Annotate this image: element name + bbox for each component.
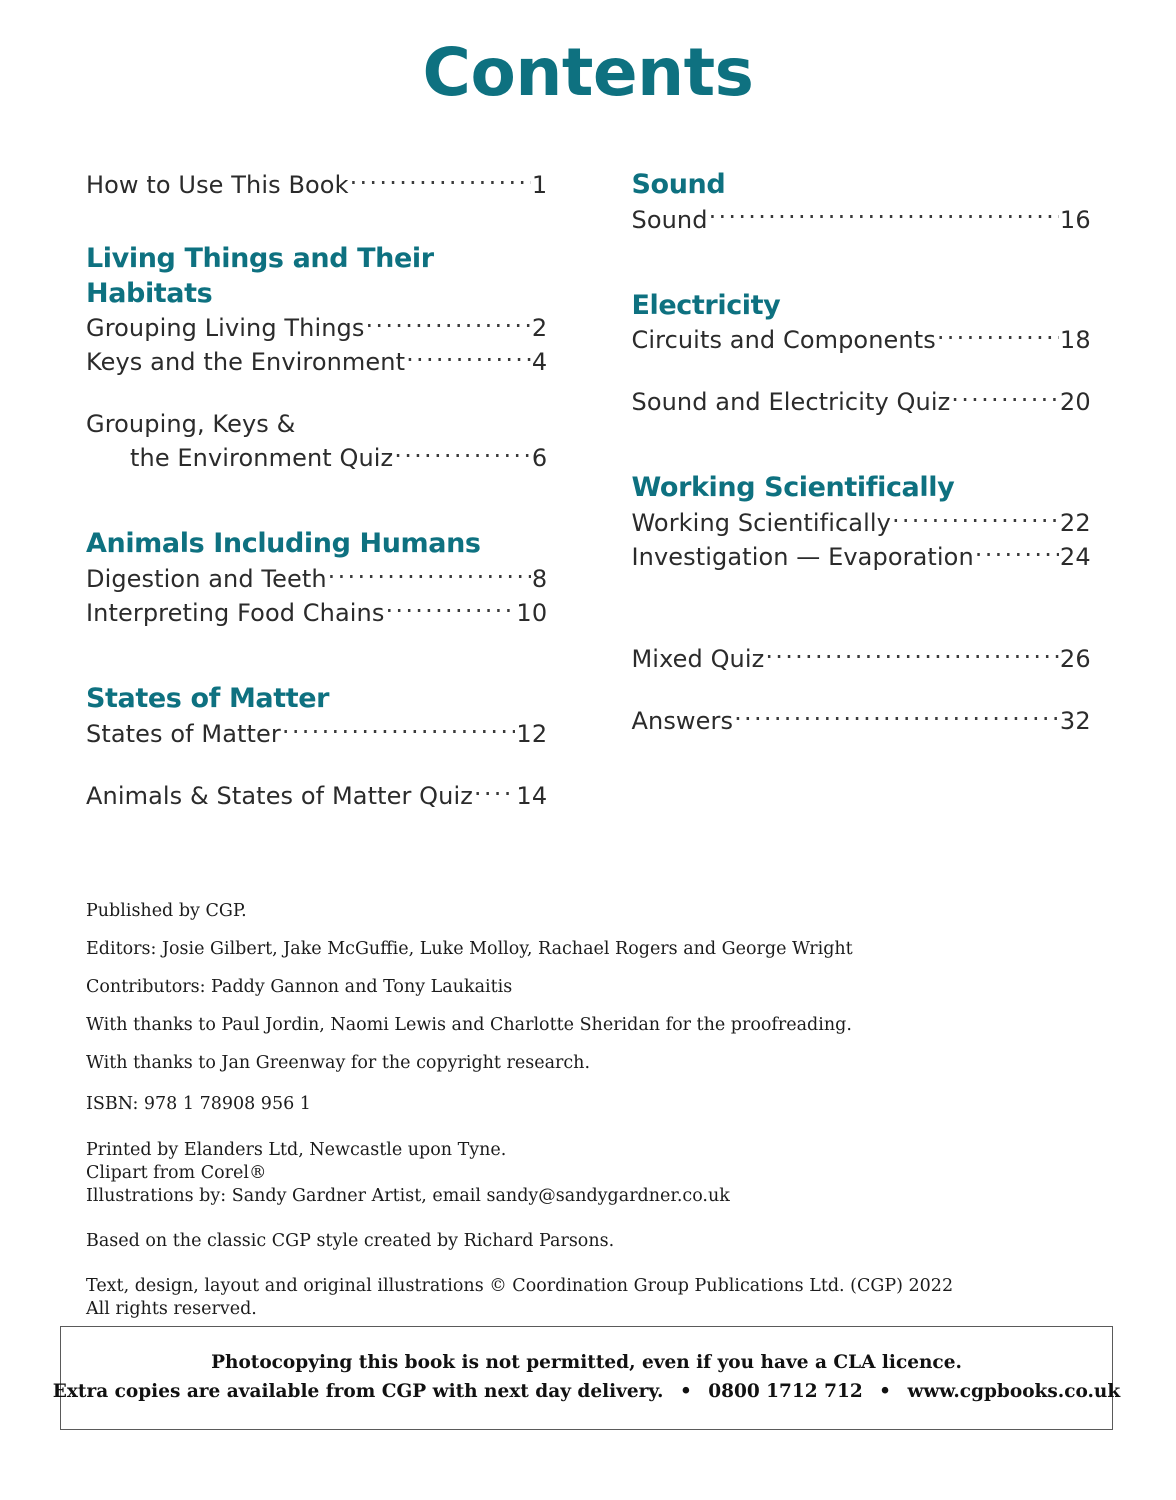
toc-section-heading-sound: Sound — [631, 169, 726, 200]
toc-entry-title: Keys and the Environment — [86, 348, 406, 377]
editors-line: Editors: Josie Gilbert, Jake McGuffie, Luke Molloy, Rachael Rogers and George Wright — [86, 939, 853, 960]
published-by-line: Published by CGP. — [86, 901, 247, 921]
toc-section-heading-working-scientifically: Working Scientifically — [631, 472, 955, 504]
dot-leader — [385, 597, 515, 621]
dot-leader — [406, 346, 531, 370]
toc-entry-answers[interactable] — [632, 704, 1092, 738]
toc-entry-circuits-and-components[interactable] — [632, 323, 1092, 357]
bullet-separator-icon: • — [679, 1381, 692, 1402]
toc-entry-title: Animals & States of Matter Quiz — [86, 781, 473, 810]
toc-entry-investigation-evaporation[interactable] — [632, 540, 1092, 574]
toc-right-column — [632, 168, 1092, 813]
toc-entry-title: How to Use This Book — [86, 171, 349, 199]
spacer — [632, 237, 1092, 289]
toc-entry-title: Grouping, Keys & — [86, 410, 296, 439]
dot-leader — [892, 507, 1059, 531]
copyright-line: Text, design, layout and original illustrations © Coordination Group Publications Ltd. (CGP) 2022 — [86, 1275, 954, 1296]
toc-entry-grouping-living-things[interactable] — [86, 311, 548, 345]
toc-left-column — [86, 168, 548, 813]
toc-entry-sound-and-electricity-quiz[interactable] — [632, 385, 1092, 419]
dot-leader — [975, 541, 1059, 565]
toc-section-heading-animals-including-humans: Animals Including Humans — [86, 528, 481, 560]
dot-leader — [328, 563, 531, 587]
toc-entry-page: 20 — [1059, 388, 1091, 417]
toc-entry-animals-and-states-of-matter-quiz[interactable] — [86, 779, 548, 813]
notice-extra-copies-text: Extra copies are available from CGP with next day delivery. — [52, 1381, 664, 1402]
dot-leader — [394, 442, 531, 466]
spacer — [632, 626, 1092, 642]
toc-entry-page: 4 — [531, 348, 548, 377]
page-title: Contents — [422, 34, 754, 111]
dot-leader — [282, 718, 515, 742]
notice-phone-number: 0800 1712 712 — [708, 1381, 863, 1402]
toc-entry-title: Investigation — Evaporation — [631, 542, 974, 571]
spacer — [632, 676, 1092, 704]
contributors-line: Contributors: Paddy Gannon and Tony Laukaitis — [86, 977, 513, 998]
toc-entry-page: 16 — [1059, 205, 1091, 234]
clipart-line: Clipart from Corel® — [86, 1162, 267, 1183]
toc-entry-page: 26 — [1059, 645, 1091, 674]
spacer — [86, 630, 548, 682]
toc-entry-page: 24 — [1059, 542, 1091, 571]
toc-entry-title: States of Matter — [86, 719, 281, 748]
bullet-separator-icon-2: • — [879, 1381, 891, 1402]
illustrations-line: Illustrations by: Sandy Gardner Artist, email sandy@sandygardner.co.uk — [86, 1185, 730, 1206]
publication-info — [86, 900, 1086, 1321]
isbn-line: ISBN: 978 1 78908 956 1 — [86, 1094, 311, 1115]
notice-line-2 — [53, 1378, 1120, 1407]
thanks-proofreading-line: With thanks to Paul Jordin, Naomi Lewis and Charlotte Sheridan for the proofreading. — [86, 1015, 852, 1036]
toc-entry-page: 12 — [516, 719, 548, 748]
spacer — [86, 202, 548, 242]
toc-entry-mixed-quiz[interactable] — [632, 642, 1092, 676]
toc-entry-title: Grouping Living Things — [86, 314, 365, 343]
toc-entry-title: Working Scientifically — [631, 508, 891, 537]
toc-entry-title: Sound and Electricity Quiz — [631, 388, 951, 417]
toc-entry-title: Interpreting Food Chains — [86, 599, 385, 628]
toc-entry-title: the Environment Quiz — [130, 444, 394, 473]
toc-entry-page: 22 — [1059, 508, 1091, 537]
printed-by-line: Printed by Elanders Ltd, Newcastle upon Tyne. — [86, 1139, 507, 1160]
toc-entry-page: 8 — [531, 565, 548, 594]
toc-entry-working-scientifically[interactable] — [632, 506, 1092, 540]
toc-entry-page: 18 — [1059, 326, 1091, 355]
dot-leader — [365, 312, 530, 336]
toc-entry-sound[interactable] — [632, 203, 1092, 237]
spacer — [86, 751, 548, 779]
toc-entry-title: Sound — [631, 205, 708, 234]
spacer — [86, 475, 548, 527]
spacer — [86, 379, 548, 407]
spacer — [632, 357, 1092, 385]
toc-entry-digestion-and-teeth[interactable] — [86, 562, 548, 596]
dot-leader — [734, 705, 1059, 729]
toc-entry-page: 1 — [531, 171, 548, 199]
toc-entry-title: Answers — [631, 707, 734, 736]
toc-entry-keys-and-the-environment[interactable] — [86, 345, 548, 379]
dot-leader — [474, 780, 515, 804]
toc-entry-title: Digestion and Teeth — [86, 565, 327, 594]
toc-entry-page: 14 — [516, 781, 548, 810]
toc-entry-grouping-keys-quiz-line1[interactable] — [86, 407, 548, 441]
toc-entry-page: 32 — [1059, 707, 1091, 736]
toc-entry-how-to-use-this-book[interactable] — [86, 168, 548, 202]
toc-entry-grouping-keys-quiz-line2[interactable] — [86, 441, 548, 475]
dot-leader — [951, 386, 1059, 410]
toc-entry-title: Circuits and Components — [631, 326, 936, 355]
style-credit-line: Based on the classic CGP style created by Richard Parsons. — [86, 1230, 615, 1251]
rights-reserved-line: All rights reserved. — [86, 1299, 257, 1320]
toc-section-heading-living-things: Living Things and Their Habitats — [86, 243, 434, 309]
photocopying-notice-box — [52, 1326, 1121, 1430]
toc-entry-states-of-matter[interactable] — [86, 717, 548, 751]
notice-website-url[interactable]: www.cgpbooks.co.uk — [907, 1381, 1121, 1402]
spacer — [632, 574, 1092, 626]
toc-entry-interpreting-food-chains[interactable] — [86, 596, 548, 630]
dot-leader — [765, 643, 1059, 667]
toc-section-heading-states-of-matter: States of Matter — [86, 683, 330, 715]
toc-entry-page: 10 — [516, 599, 548, 628]
thanks-copyright-line: With thanks to Jan Greenway for the copyright research. — [86, 1053, 591, 1074]
toc-entry-page: 2 — [531, 314, 548, 343]
spacer — [632, 419, 1092, 471]
toc-section-heading-electricity: Electricity — [631, 289, 781, 321]
dot-leader — [709, 204, 1059, 228]
toc-entry-title: Mixed Quiz — [631, 645, 765, 674]
dot-leader — [937, 324, 1059, 348]
table-of-contents — [86, 168, 1091, 813]
notice-line-1: Photocopying this book is not permitted, even if you have a CLA licence. — [211, 1352, 962, 1374]
dot-leader — [350, 169, 531, 193]
toc-entry-page: 6 — [531, 444, 548, 473]
